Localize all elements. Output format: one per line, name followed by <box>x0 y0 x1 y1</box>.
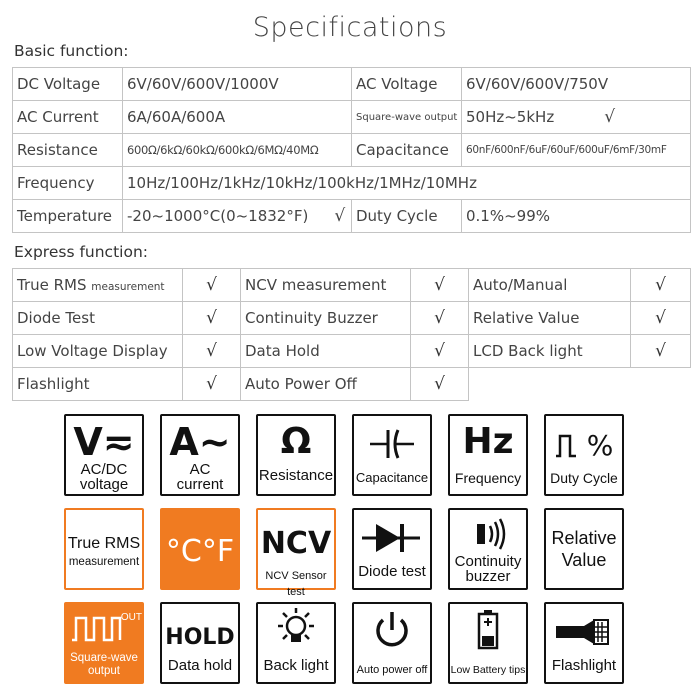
ncv-tile <box>256 508 336 598</box>
true-rms-tile <box>64 508 144 590</box>
spec-value-with-check <box>462 101 691 134</box>
percent-icon: % <box>586 429 614 462</box>
spec-label: Duty Cycle <box>352 200 462 233</box>
check-mark: √ <box>631 302 691 335</box>
spec-value: 60nF/600nF/6uF/60uF/600uF/6mF/30mF <box>462 134 691 167</box>
spec-label: AC Voltage <box>352 68 462 101</box>
tile-label: Value <box>561 550 607 570</box>
frequency-tile <box>448 414 528 496</box>
tile-label: Flashlight <box>551 657 617 674</box>
capacitance-tile <box>352 414 432 496</box>
table-row <box>13 134 691 167</box>
table-row <box>13 200 691 233</box>
temperature-icon: °C°F <box>165 534 235 569</box>
temperature-tile <box>160 508 240 590</box>
square-wave-tile <box>64 602 144 684</box>
tile-label: output <box>88 665 120 677</box>
check-mark: √ <box>183 302 241 335</box>
tile-label: Resistance <box>258 467 334 484</box>
ohm-icon: Ω <box>280 421 312 462</box>
function-name: NCV measurement <box>241 269 411 302</box>
spec-label: Square-wave output <box>352 101 462 134</box>
check-mark: √ <box>411 302 469 335</box>
spec-value: 0.1%~99% <box>462 200 691 233</box>
tile-label: current <box>176 476 224 493</box>
function-name: Data Hold <box>241 335 411 368</box>
tile-label: buzzer <box>465 568 511 585</box>
current-tile <box>160 414 240 496</box>
empty-cell <box>469 368 691 401</box>
function-name: Continuity Buzzer <box>241 302 411 335</box>
tile-label: True RMS <box>67 535 141 552</box>
check-mark: √ <box>183 335 241 368</box>
current-icon: A~ <box>169 420 231 464</box>
check-mark: √ <box>334 206 346 226</box>
diode-icon <box>354 518 430 558</box>
tile-label: measurement <box>68 556 140 568</box>
spec-value: 50Hz~5kHz <box>466 108 555 126</box>
spec-label: Capacitance <box>352 134 462 167</box>
tile-label: Duty Cycle <box>550 470 618 486</box>
table-row <box>13 368 691 401</box>
tile-label: Capacitance <box>355 470 429 485</box>
function-label: True RMS <box>17 276 87 294</box>
check-mark: √ <box>411 368 469 401</box>
tile-label: Frequency <box>454 470 522 486</box>
tile-label: Relative <box>551 528 617 548</box>
battery-icon <box>450 606 526 652</box>
table-row <box>13 269 691 302</box>
check-mark: √ <box>411 269 469 302</box>
spec-value: 6A/60A/600A <box>123 101 352 134</box>
page-title: Specifications <box>252 12 448 43</box>
basic-function-label: Basic function: <box>14 42 129 60</box>
check-mark: √ <box>411 335 469 368</box>
table-row <box>13 101 691 134</box>
tile-label: NCV Sensor test <box>265 570 327 598</box>
table-row <box>13 335 691 368</box>
function-name: LCD Back light <box>469 335 631 368</box>
hold-icon: HOLD <box>165 625 235 650</box>
function-name: Diode Test <box>13 302 183 335</box>
tile-label: voltage <box>79 476 129 493</box>
low-battery-tile <box>448 602 528 684</box>
out-label: OUT <box>120 612 142 623</box>
relative-value-tile <box>544 508 624 590</box>
function-name: Low Voltage Display <box>13 335 183 368</box>
tile-label: AC/DC <box>80 461 128 478</box>
ncv-icon: NCV <box>260 526 332 561</box>
function-name: Flashlight <box>13 368 183 401</box>
spec-label: Frequency <box>13 167 123 200</box>
spec-value: 6V/60V/600V/750V <box>462 68 691 101</box>
table-row <box>13 302 691 335</box>
function-name: Auto Power Off <box>241 368 411 401</box>
spec-value: -20~1000°C(0~1832°F) <box>127 207 309 225</box>
voltage-tile <box>64 414 144 496</box>
duty-cycle-tile <box>544 414 624 496</box>
table-row <box>13 68 691 101</box>
spec-value: 600Ω/6kΩ/60kΩ/600kΩ/6MΩ/40MΩ <box>123 134 352 167</box>
function-name <box>13 269 183 302</box>
spec-label: Temperature <box>13 200 123 233</box>
power-icon <box>354 608 430 652</box>
check-mark: √ <box>183 368 241 401</box>
backlight-tile <box>256 602 336 684</box>
function-name: Auto/Manual <box>469 269 631 302</box>
spec-value-with-check <box>123 200 352 233</box>
tile-label: AC <box>189 461 211 478</box>
express-function-label: Express function: <box>14 243 148 261</box>
capacitor-icon <box>354 422 430 462</box>
tile-label: Back light <box>263 657 329 674</box>
tile-label: Auto power off <box>356 664 428 676</box>
diode-tile <box>352 508 432 590</box>
continuity-tile <box>448 508 528 590</box>
flashlight-tile <box>544 602 624 684</box>
resistance-tile <box>256 414 336 496</box>
table-row <box>13 167 691 200</box>
check-mark: √ <box>183 269 241 302</box>
tile-label: Diode test <box>358 563 426 580</box>
flashlight-icon <box>546 612 622 652</box>
express-function-table <box>12 268 691 401</box>
lightbulb-icon <box>258 606 334 650</box>
voltage-icon: V≂ <box>73 420 135 464</box>
check-mark: √ <box>631 335 691 368</box>
auto-power-off-tile <box>352 602 432 684</box>
check-mark: √ <box>631 269 691 302</box>
data-hold-tile <box>160 602 240 684</box>
buzzer-icon <box>450 516 526 552</box>
function-sub: measurement <box>91 281 165 293</box>
tile-label: Square-wave <box>70 652 138 664</box>
spec-value: 6V/60V/600V/1000V <box>123 68 352 101</box>
spec-label: Resistance <box>13 134 123 167</box>
function-name: Relative Value <box>469 302 631 335</box>
check-mark: √ <box>604 107 616 127</box>
tile-label: Data hold <box>167 657 233 674</box>
hz-icon: Hz <box>462 421 514 462</box>
tile-label: Continuity <box>454 553 522 570</box>
spec-value: 10Hz/100Hz/1kHz/10kHz/100kHz/1MHz/10MHz <box>123 167 691 200</box>
tile-label: Low Battery tips <box>450 664 526 676</box>
basic-spec-table <box>12 67 691 233</box>
spec-label: DC Voltage <box>13 68 123 101</box>
spec-label: AC Current <box>13 101 123 134</box>
